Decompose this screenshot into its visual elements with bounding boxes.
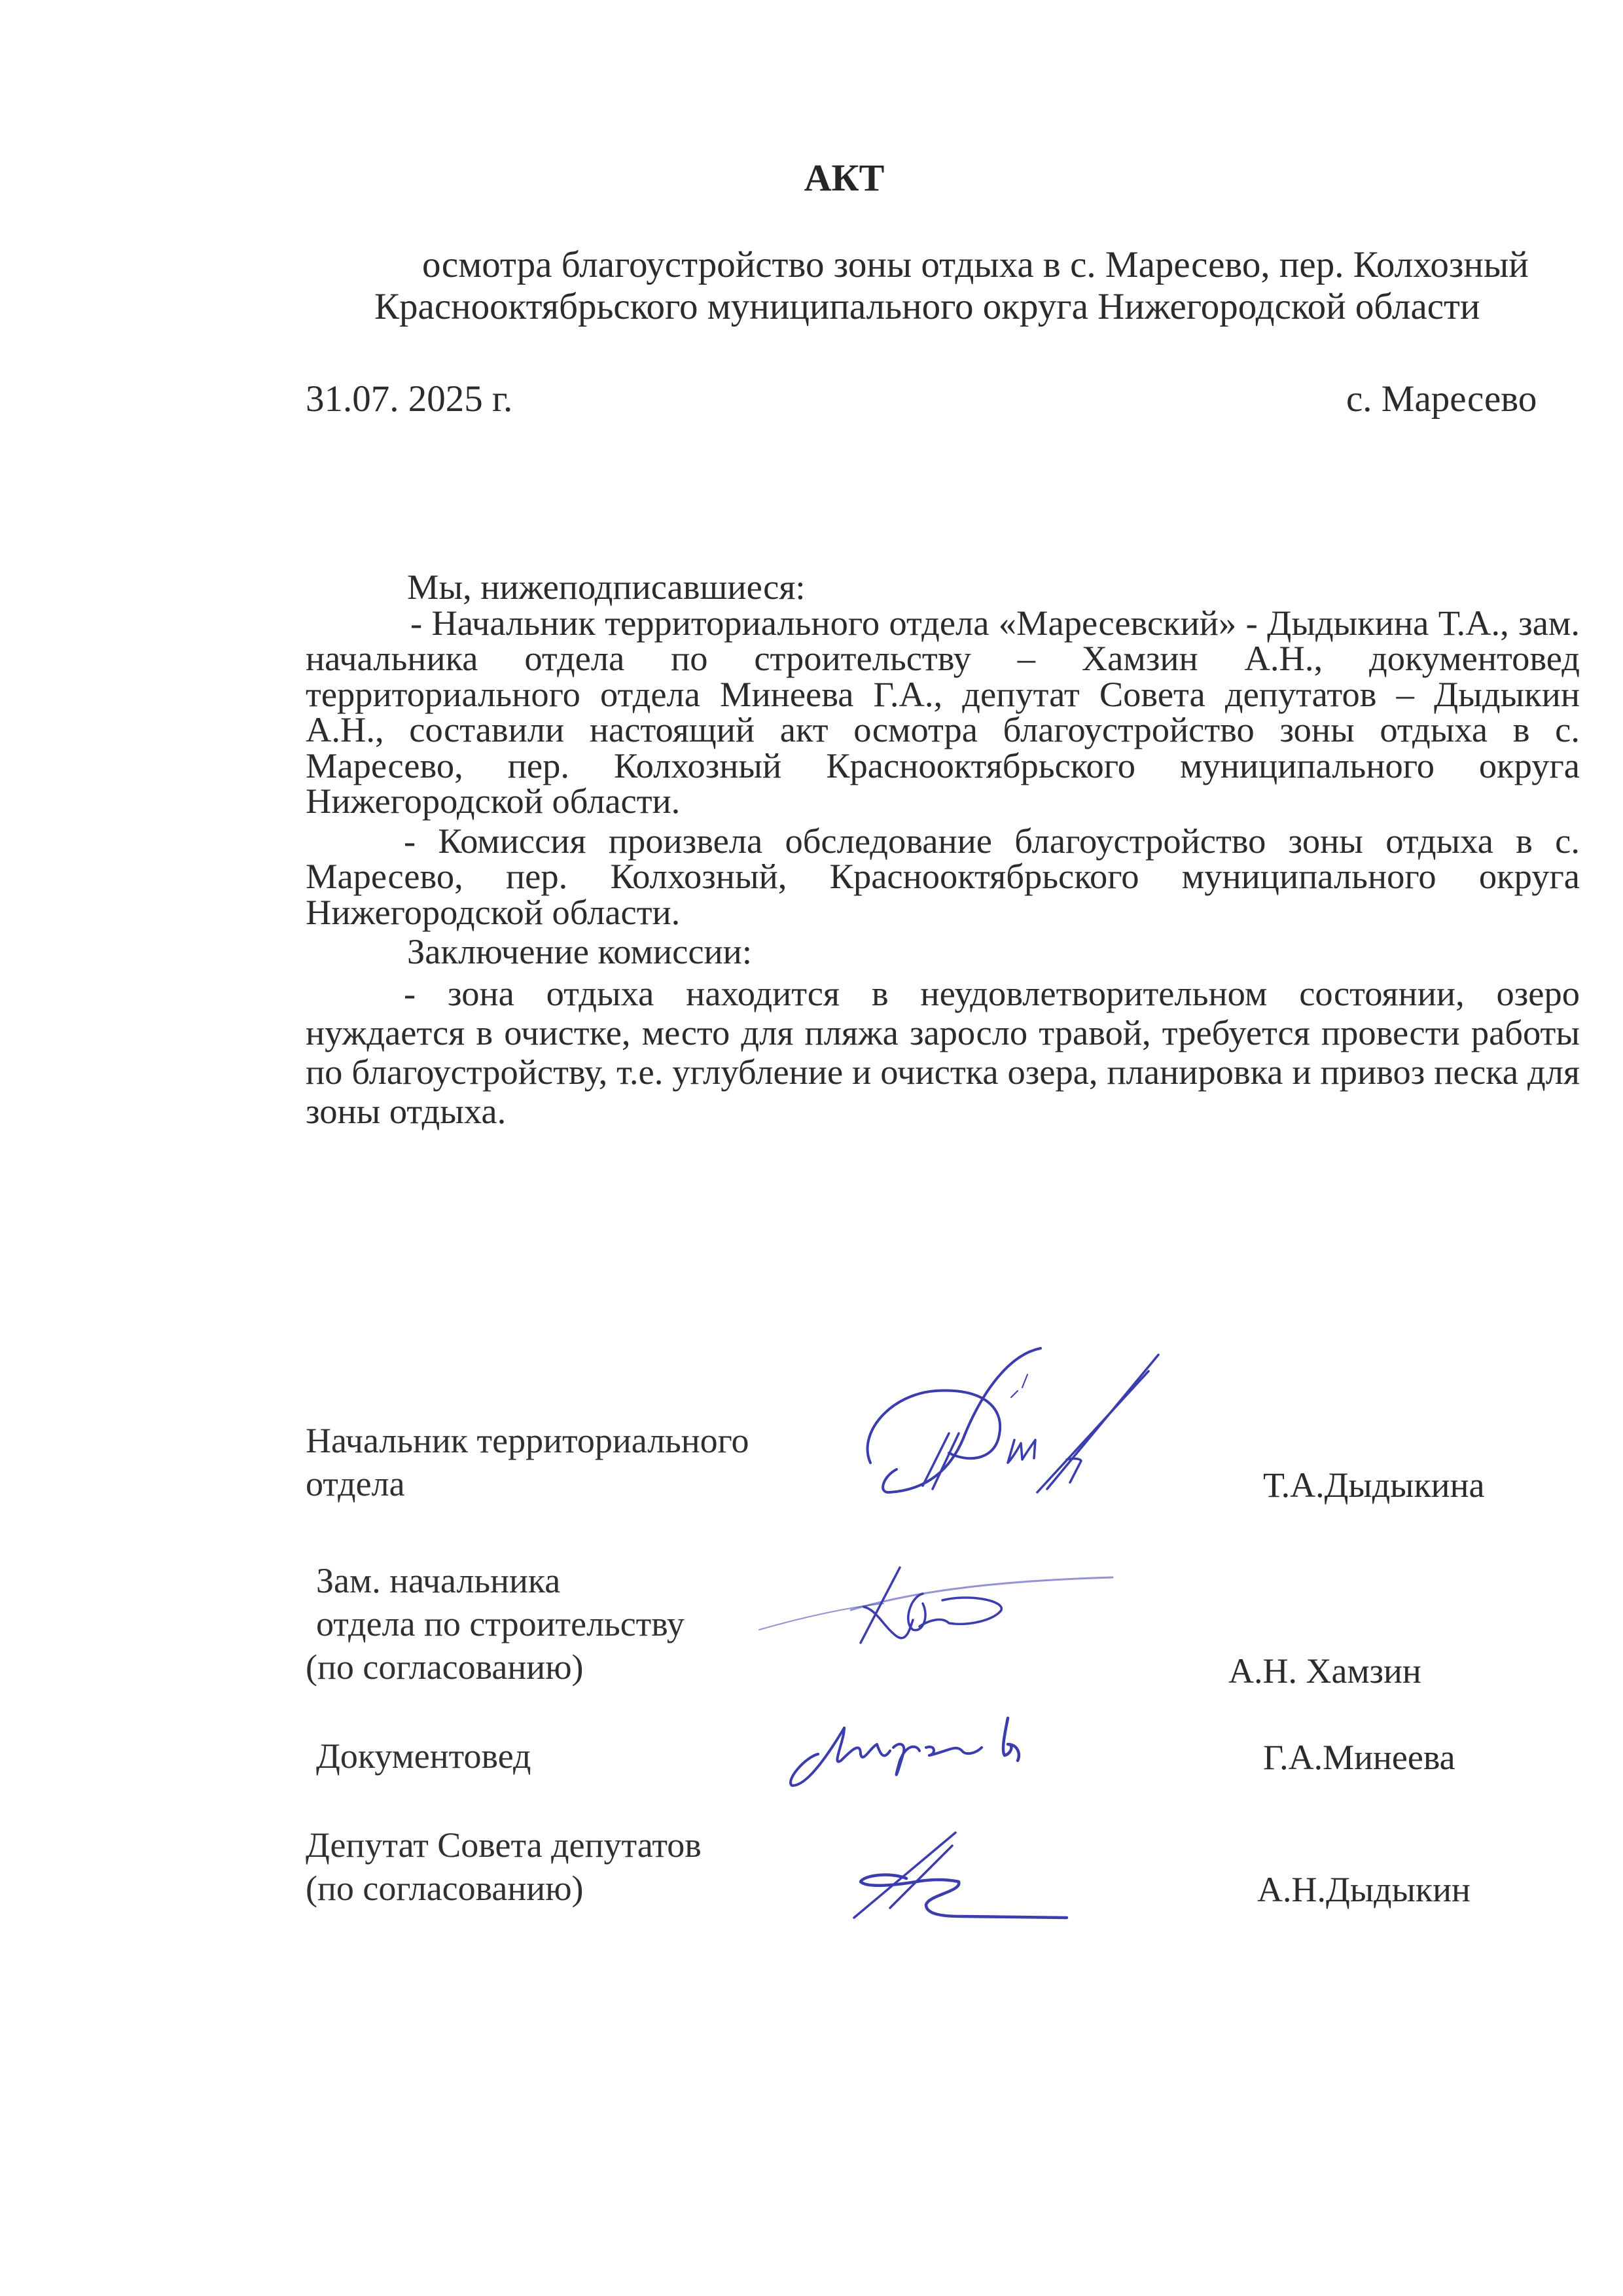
document-place: с. Маресево [1346,378,1537,420]
signatory-4-position-line-1: Депутат Совета депутатов [306,1825,702,1865]
signatory-3-position-line-1: Документовед [316,1736,531,1776]
signature-4-handwritten [851,1833,1073,1924]
document-subtitle-line-2: Краснооктябрьского муниципального округа Нижегородской области [374,286,1480,327]
document-body [306,569,1580,1131]
signatory-2-name: А.Н. Хамзин [1228,1651,1421,1691]
signatory-1-position-line-1: Начальник территориального [306,1421,749,1460]
intro-paragraph: Мы, нижеподписавшиеся: [407,567,806,607]
signature-2-handwritten [753,1564,1119,1649]
signatory-4-name: А.Н.Дыдыкин [1257,1870,1471,1909]
signatory-4-position-line-2: (по согласованию) [306,1869,584,1908]
document-date: 31.07. 2025 г. [306,378,513,420]
signature-1-handwritten [851,1342,1165,1499]
document-subtitle-line-1: осмотра благоустройство зоны отдыха в с. Маресево, пер. Колхозный [422,244,1529,285]
signatory-1-position-line-2: отдела [306,1464,405,1503]
participants-paragraph: - Начальник территориального отдела «Маресевский» - Дыдыкина Т.А., зам. начальника отдела по строительству – Хамзин А.Н., документовед территориального отдела Минеева Г.А., депутат Совета депутатов – Дыдыкин А.Н., составили настоящий акт осмотра благоустройство зоны отдыха в с. Маресево, пер. Колхозный Краснооктябрьского муниципального округа Нижегородской области. [306,602,1580,821]
signatory-1-name: Т.А.Дыдыкина [1263,1465,1485,1505]
inspection-paragraph: - Комиссия произвела обследование благоустройство зоны отдыха в с. Маресево, пер. Колхозный, Краснооктябрьского муниципального округа Нижегородской области. [306,820,1580,932]
signatory-2-position-line-2: отдела по строительству [316,1604,685,1643]
signature-3-handwritten [785,1715,1060,1787]
conclusion-heading: Заключение комиссии: [407,931,752,971]
signatory-2-position-line-3: (по согласованию) [306,1647,584,1687]
conclusion-paragraph: - зона отдыха находится в неудовлетворительном состоянии, озеро нуждается в очистке, место для пляжа заросло травой, требуется провести работы по благоустройству, т.е. углубление и очистка озера, планировка и привоз песка для зоны отдыха. [306,973,1580,1131]
document-title: АКТ [804,156,885,199]
signatory-3-name: Г.А.Минеева [1263,1738,1455,1777]
signatory-2-position-line-1: Зам. начальника [316,1561,561,1600]
